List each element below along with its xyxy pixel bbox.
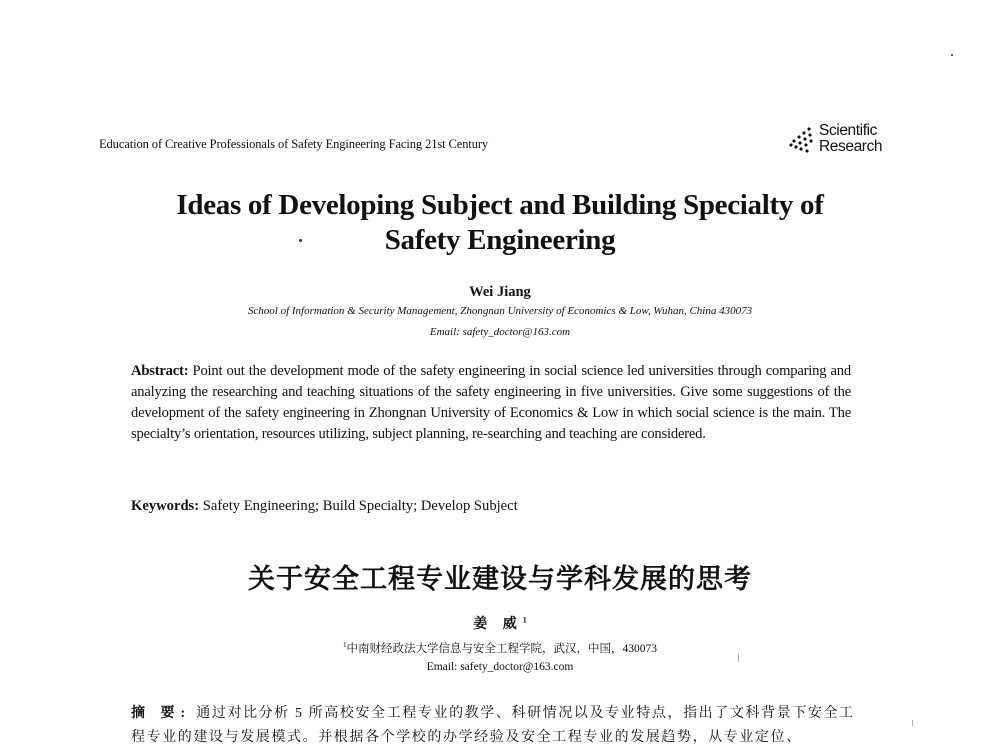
keywords-text: Safety Engineering; Build Specialty; Develop Subject bbox=[202, 498, 518, 514]
chinese-author-sup: 1 bbox=[522, 615, 527, 625]
running-header: Education of Creative Professionals of Safety Engineering Facing 21st Century bbox=[99, 137, 489, 151]
scan-artifact bbox=[299, 239, 302, 242]
chinese-author bbox=[100, 613, 900, 633]
chinese-title: 关于安全工程专业建设与学科发展的思考 bbox=[248, 564, 752, 595]
logo-line-1: Scientific bbox=[819, 122, 878, 139]
publisher-logo bbox=[787, 123, 882, 155]
scan-artifact bbox=[912, 720, 913, 726]
keywords bbox=[131, 496, 851, 517]
chinese-abstract bbox=[131, 702, 856, 750]
chinese-abstract-label: 摘 要: bbox=[131, 706, 192, 721]
scan-artifact bbox=[951, 54, 953, 56]
abstract-label: Abstract: bbox=[131, 363, 189, 379]
author-email: Email: safety_doctor@163.com bbox=[429, 326, 571, 338]
chinese-author-name: 姜 威 bbox=[473, 617, 523, 632]
chinese-email: Email: safety_doctor@163.com bbox=[426, 661, 574, 673]
logo-text bbox=[819, 123, 882, 155]
chinese-affiliation-sup: 1 bbox=[343, 641, 347, 650]
author-name: Wei Jiang bbox=[469, 284, 531, 300]
abstract bbox=[131, 361, 851, 445]
logo-line-2: Research bbox=[819, 138, 883, 155]
author-affiliation: School of Information & Security Management, Zhongnan University of Economics & Low, Wuhan, China 430073 bbox=[247, 305, 753, 317]
keywords-label: Keywords: bbox=[131, 498, 200, 514]
paper-title bbox=[100, 188, 900, 258]
chinese-affiliation bbox=[100, 640, 900, 656]
chinese-abstract-text: 通过对比分析 5 所高校安全工程专业的教学、科研情况以及专业特点，指出了文科背景下安全工程专业的建设与发展模式。并根据各个学校的办学经验及安全工程专业的发展趋势，从专业定位、 bbox=[131, 706, 855, 745]
chinese-affiliation-text: 中南财经政法大学信息与安全工程学院，武汉，中国，430073 bbox=[346, 643, 657, 655]
abstract-text: Point out the development mode of the safety engineering in social science led universities through comparing and analyzing the researching and teaching situations of the safety engineering in five universities. Give some suggestions of the development of the safety engineering in Zhongnan University of Economics & Low in which social science is the main. The specialty’s orientation, resources utilizing, subject planning, re-searching and teaching are considered. bbox=[131, 363, 851, 442]
paper-title-line-1: Ideas of Developing Subject and Building Specialty of bbox=[176, 189, 824, 221]
scan-artifact bbox=[738, 654, 739, 662]
paper-title-line-2: Safety Engineering bbox=[384, 224, 616, 256]
scientific-research-logo-icon bbox=[787, 124, 817, 154]
